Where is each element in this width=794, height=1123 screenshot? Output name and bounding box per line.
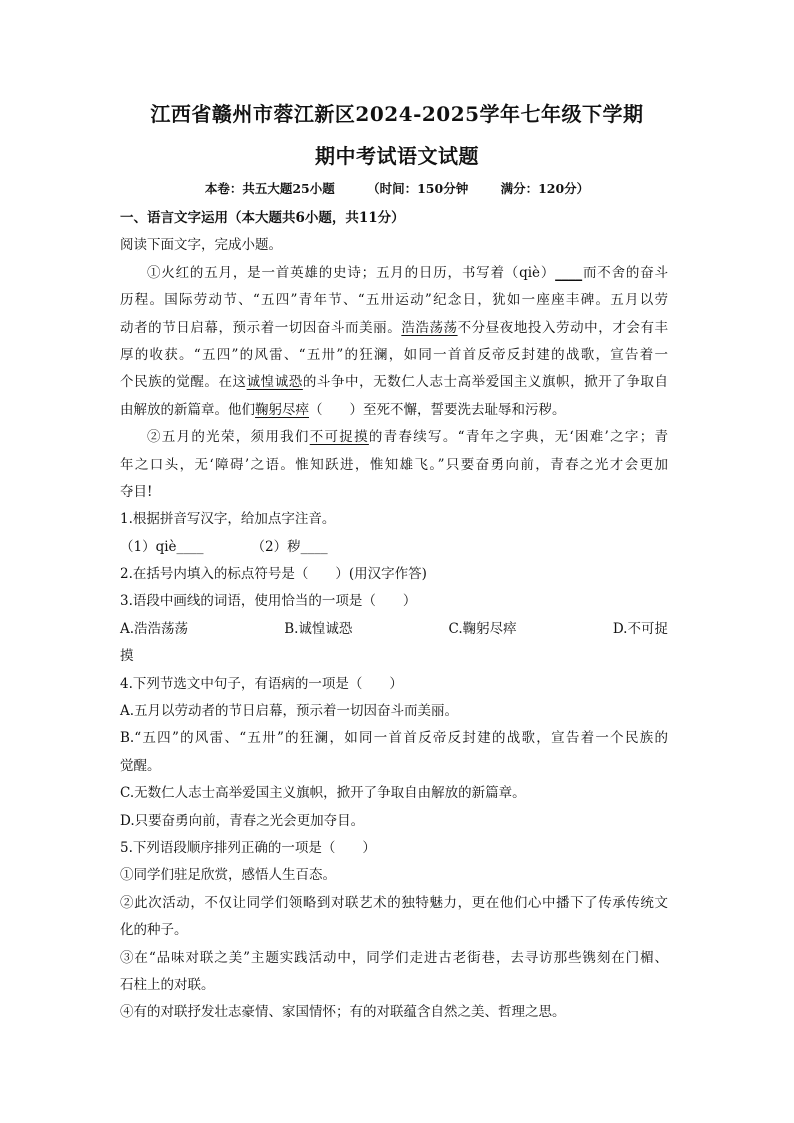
question-stem: 2.在括号内填入的标点符号是（ ）(用汉字作答) (120, 566, 427, 583)
section-heading: 一、语言文字运用（本大题共6小题，共11分） (120, 210, 405, 226)
passage-line: 历程。国际劳动节、“五四”青年节、“五卅运动”纪念日，犹如一座座丰碑。五月以劳 (120, 292, 668, 309)
sentence-2: ②此次活动，不仅让同学们领略到对联艺术的独特魅力，更在他们心中播下了传承传统文 (120, 894, 668, 911)
passage-paragraph-1 (120, 260, 668, 424)
text-run: 的青春续写。“青年之字典，无‘困难’之字；青 (368, 429, 669, 446)
option-b: B.诚惶诚恐 (284, 620, 353, 637)
question-stem: 5.下列语段顺序排列正确的一项是（ ） (120, 839, 376, 856)
exam-time: （时间：150分钟 (367, 181, 469, 196)
passage-line: 夺目! (120, 483, 153, 500)
question-1 (120, 506, 668, 561)
option-d: D.不可捉 (612, 620, 668, 637)
sentence-3: ③在“品味对联之美”主题实践活动中，同学们走进古老街巷，去寻访那些镌刻在门楣、 (120, 949, 668, 966)
text-run: ②五月的光荣，须用我们 (147, 429, 310, 446)
text-run: （ ）至死不懈，誓要洗去耻辱和污秽。 (309, 401, 566, 418)
exam-title-line-2: 期中考试语文试题 (315, 144, 479, 168)
option-row (120, 616, 668, 643)
exam-scope: 本卷：共五大题25小题 (204, 181, 335, 196)
answer-blank-2: （2）秽____ (251, 538, 328, 555)
option-c: C.鞠躬尽瘁 (448, 620, 517, 637)
question-stem: 4.下列节选文中句子，有语病的一项是（ ） (120, 675, 403, 692)
text-run: 不分昼夜地投入劳动中，才会有丰 (457, 319, 669, 336)
exam-meta (0, 179, 794, 197)
option-d: D.只要奋勇向前，青春之光会更加夺目。 (120, 812, 365, 829)
underlined-word: 鞠躬尽瘁 (255, 401, 309, 418)
option-a: A.五月以劳动者的节日启幕，预示着一切因奋斗而美丽。 (120, 703, 459, 720)
question-4 (120, 671, 668, 835)
passage-line: 厚的收获。“五四”的风雷、“五卅”的狂澜，如同一首首反帝反封建的战歌，宣告着一 (120, 346, 668, 363)
text-run: 而不舍的奋斗 (582, 264, 669, 281)
option-a: A.浩浩荡荡 (120, 620, 189, 637)
answer-blanks (120, 534, 668, 561)
text-run: 的斗争中，无数仁人志士高举爱国主义旗帜，掀开了争取自 (302, 374, 669, 391)
passage-line (120, 260, 668, 287)
option-b-wrap: 觉醒。 (120, 757, 161, 774)
text-run: 动者的节日启幕，预示着一切因奋斗而美丽。 (120, 319, 402, 336)
exam-score: 满分：120分） (500, 181, 590, 196)
answer-blank-1: （1）qiè____ (120, 538, 204, 555)
passage-line (120, 369, 668, 396)
exam-title-line-1: 江西省赣州市蓉江新区2024-2025学年七年级下学期 (150, 102, 644, 126)
sentence-2-wrap: 化的种子。 (120, 922, 188, 939)
underlined-word: 浩浩荡荡 (401, 319, 458, 336)
question-3 (120, 588, 668, 670)
text-run: 个民族的觉醒。在这 (120, 374, 247, 391)
option-b: B.“五四”的风雷、“五卅”的狂澜，如同一首首反帝反封建的战歌，宣告着一个民族的 (120, 730, 668, 747)
passage-line: 年之口头，无‘障碍’之语。惟知跃进，惟知雄飞。”只要奋勇向前，青春之光才会更加 (120, 456, 668, 473)
passage-line (120, 397, 668, 424)
text-run: ①火红的五月，是一首英雄的史诗；五月的日历，书写着（qiè） (147, 264, 556, 281)
question-2 (120, 561, 668, 588)
sentence-4: ④有的对联抒发壮志豪情、家国情怀；有的对联蕴含自然之美、哲理之思。 (120, 1004, 566, 1021)
option-d-wrap: 摸 (120, 648, 134, 665)
underlined-word: 诚惶诚恐 (246, 374, 303, 391)
blank: ____ (555, 264, 583, 281)
sentence-1: ①同学们驻足欣赏，感悟人生百态。 (120, 867, 336, 884)
passage-paragraph-2 (120, 424, 668, 506)
question-5 (120, 835, 668, 1027)
option-c: C.无数仁人志士高举爱国主义旗帜，掀开了争取自由解放的新篇章。 (120, 785, 526, 802)
passage-line (120, 424, 668, 451)
instruction: 阅读下面文字，完成小题。 (120, 237, 282, 254)
passage-line (120, 315, 668, 342)
question-stem: 1.根据拼音写汉字，给加点字注音。 (120, 511, 336, 528)
sentence-3-wrap: 石柱上的对联。 (120, 976, 215, 993)
underlined-word: 不可捉摸 (309, 429, 369, 446)
exam-body (120, 205, 668, 1027)
text-run: 由解放的新篇章。他们 (120, 401, 255, 418)
question-stem: 3.语段中画线的词语，使用恰当的一项是（ ） (120, 593, 417, 610)
